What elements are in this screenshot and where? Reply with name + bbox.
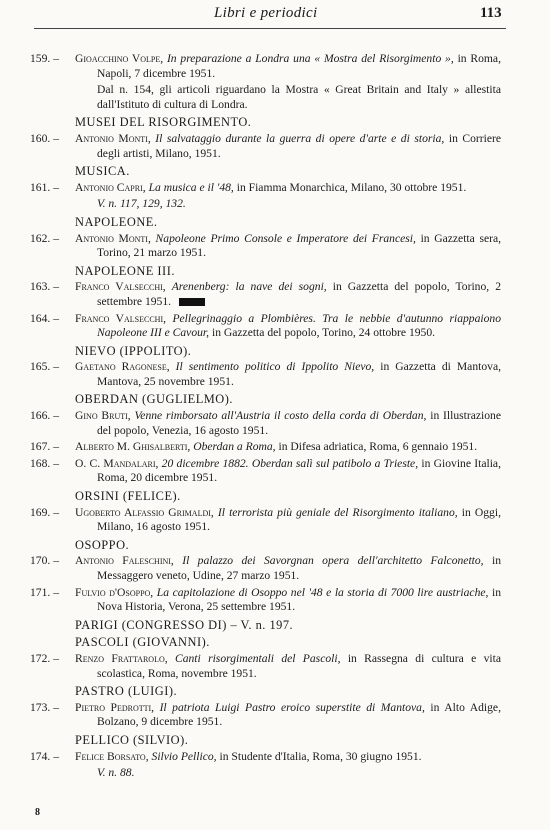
signature-mark: 8 (35, 807, 40, 818)
section-heading: PARIGI (CONGRESSO DI) – V. n. 197. (75, 617, 294, 632)
entry-number: 167. – (30, 440, 59, 454)
entry-publication: in Gazzetta del popolo, Torino, 2 settembre 1951. (97, 280, 501, 308)
section-heading: MUSEI DEL RISORGIMENTO. (75, 115, 252, 130)
entry-title: Silvio Pellico, (151, 749, 217, 763)
entry-citation (75, 131, 502, 161)
bibliography-entry (0, 132, 550, 161)
section-heading: PASCOLI (GIOVANNI). (75, 635, 210, 650)
section-heading: PASTRO (LUIGI). (75, 684, 178, 699)
entry-citation (75, 651, 501, 681)
section-heading: OBERDAN (GUGLIELMO). (75, 392, 233, 407)
entry-publication: in Giovine Italia, Roma, 20 dicembre 1951. (97, 456, 501, 485)
entry-citation (75, 409, 501, 438)
entry-number: 173. – (30, 700, 59, 714)
entry-title: Il palazzo dei Savorgnan opera dell'architetto Falconetto, (182, 554, 484, 568)
bibliography-entry (0, 586, 550, 615)
entry-publication: in Gazzetta di Mantova, Mantova, 25 novembre 1951. (97, 360, 501, 388)
entry-title: Napoleone Primo Console e Imperatore dei Francesi, (155, 231, 416, 245)
entry-number: 166. – (30, 409, 59, 423)
entry-publication: in Difesa adriatica, Roma, 6 gennaio 1951. (278, 440, 478, 454)
entry-author: Antonio Faleschini, (75, 554, 174, 568)
bibliography-entry (0, 750, 550, 765)
entry-publication: in Studente d'Italia, Roma, 30 giugno 1951. (219, 749, 422, 763)
entry-author: Renzo Frattarolo, (75, 651, 168, 665)
bibliography-list (0, 52, 550, 784)
entry-citation (75, 360, 501, 389)
entry-title: Il salvataggio durante la guerra di opere d'arte e di storia, (155, 131, 445, 145)
entry-citation (75, 180, 501, 196)
entry-title: Il patriota Luigi Pastro eroico superstite di Mantova, (159, 700, 425, 714)
section-heading: ORSINI (FELICE). (75, 489, 181, 504)
entry-title: La capitolazione di Osoppo nel '48 e la storia di 7000 lire austriache, (156, 585, 489, 599)
section-heading: NAPOLEONE. (75, 214, 158, 229)
entry-note: V. n. 117, 129, 132. (97, 197, 186, 211)
section-heading: MUSICA. (75, 164, 130, 179)
entry-publication: in Roma, Napoli, 7 dicembre 1951. (97, 52, 501, 80)
entry-citation (75, 505, 501, 535)
entry-publication: in Alto Adige, Bolzano, 9 dicembre 1951. (97, 700, 501, 729)
entry-note: V. n. 88. (97, 766, 135, 780)
entry-number: 162. – (30, 231, 59, 245)
entry-author: Ugoberto Alfassio Grimaldi, (75, 505, 214, 519)
entry-author: Franco Valsecchi, (75, 311, 167, 325)
bibliography-entry (0, 232, 550, 261)
entry-author: Gaetano Ragonese, (75, 360, 170, 374)
entry-number: 174. – (30, 749, 59, 763)
entry-author: Alberto M. Ghisalberti, (75, 440, 191, 454)
entry-publication: in Corriere degli artisti, Milano, 1951. (97, 131, 502, 160)
header-rule (34, 28, 506, 29)
entry-publication: in Fiamma Monarchica, Milano, 30 ottobre 1951. (236, 180, 467, 194)
entry-author: Franco Valsecchi, (75, 280, 166, 294)
entry-title: Oberdan a Roma, (193, 440, 276, 454)
entry-citation (75, 456, 501, 486)
entry-author: Fulvio d'Osoppo, (75, 585, 154, 599)
entry-number: 160. – (30, 131, 59, 145)
entry-title: 20 dicembre 1882. Oberdan salì sul patibolo a Trieste, (161, 456, 419, 470)
entry-publication: in Oggi, Milano, 16 agosto 1951. (97, 505, 501, 534)
entry-publication: in Gazzetta sera, Torino, 21 marzo 1951. (97, 231, 502, 260)
page-number: 113 (480, 5, 502, 21)
entry-number: 159. – (30, 52, 59, 65)
section-heading: OSOPPO. (75, 537, 130, 552)
entry-author: Pietro Pedrotti, (75, 700, 155, 714)
entry-publication: in Messaggero veneto, Udine, 27 marzo 1951. (97, 554, 501, 582)
entry-title: Arenenberg: la nave dei sogni, (171, 280, 327, 294)
entry-title: In preparazione a Londra una « Mostra del Risorgimento », (166, 52, 454, 65)
entry-citation (75, 440, 501, 455)
entry-citation (75, 554, 501, 583)
entry-author: Antonio Monti, (75, 231, 151, 245)
entry-number: 170. – (30, 554, 59, 568)
section-heading: NAPOLEONE III. (75, 263, 175, 278)
entry-author: Felice Borsato, (75, 749, 149, 763)
entry-title: Il terrorista più geniale del Risorgimento italiano, (217, 505, 458, 519)
entry-author: Gioacchino Volpe, (75, 52, 164, 65)
section-heading: PELLICO (SILVIO). (75, 732, 189, 747)
entry-title: Pellegrinaggio a Plombières. Tra le nebbie d'autunno riappaiono Napoleone III e Cavour, (97, 311, 502, 340)
entry-citation (75, 585, 501, 615)
entry-title: Canti risorgimentali del Pascoli, (174, 651, 341, 665)
entry-citation (75, 52, 501, 81)
entry-author: Antonio Monti, (75, 131, 151, 145)
bibliography-entry (0, 181, 550, 196)
entry-publication: in Gazzetta del popolo, Torino, 24 ottobre 1950. (211, 326, 436, 340)
entry-citation (75, 700, 501, 730)
entry-publication: in Nova Historia, Verona, 25 settembre 1951. (97, 585, 501, 614)
entry-number: 172. – (30, 651, 59, 665)
entry-number: 163. – (30, 280, 59, 294)
entry-author: Antonio Capri, (75, 180, 146, 194)
entry-author: O. C. Mandalari, (75, 456, 159, 470)
bibliography-entry (0, 506, 550, 535)
entry-citation (75, 280, 501, 309)
bibliography-entry (0, 701, 550, 730)
entry-number: 161. – (30, 180, 59, 194)
entry-publication: in Rassegna di cultura e vita scolastica, Roma, novembre 1951. (97, 651, 501, 680)
entry-number: 164. – (30, 311, 59, 325)
entry-number: 171. – (30, 585, 59, 599)
bibliography-entry (0, 52, 550, 81)
bibliography-entry (0, 280, 550, 309)
entry-citation (75, 311, 502, 341)
ink-blot (179, 298, 205, 306)
running-head: Libri e periodici (214, 5, 318, 21)
entry-citation (75, 231, 502, 261)
bibliography-entry (0, 440, 550, 455)
bibliography-entry (0, 409, 550, 438)
entry-title: La musica e il '48, (148, 180, 234, 194)
entry-publication: in Illustrazione del popolo, Venezia, 16 agosto 1951. (97, 409, 501, 437)
entry-number: 165. – (30, 360, 59, 374)
entry-number: 168. – (30, 456, 59, 470)
bibliography-entry (0, 312, 550, 341)
entry-number: 169. – (30, 505, 59, 519)
bibliography-entry (0, 652, 550, 681)
bibliography-entry (0, 360, 550, 389)
entry-title: Venne rimborsato all'Austria il costo della corda di Oberdan, (134, 409, 427, 423)
section-heading: NIEVO (IPPOLITO). (75, 343, 192, 358)
entry-citation (75, 749, 501, 765)
bibliography-entry (0, 457, 550, 486)
entry-title: Il sentimento politico di Ippolito Nievo, (175, 360, 375, 374)
entry-author: Gino Bruti, (75, 409, 131, 423)
entry-note: Dal n. 154, gli articoli riguardano la Mostra « Great Britain and Italy » allestita dall'Istituto di cultura di Londra. (97, 83, 501, 111)
bibliography-entry (0, 554, 550, 583)
